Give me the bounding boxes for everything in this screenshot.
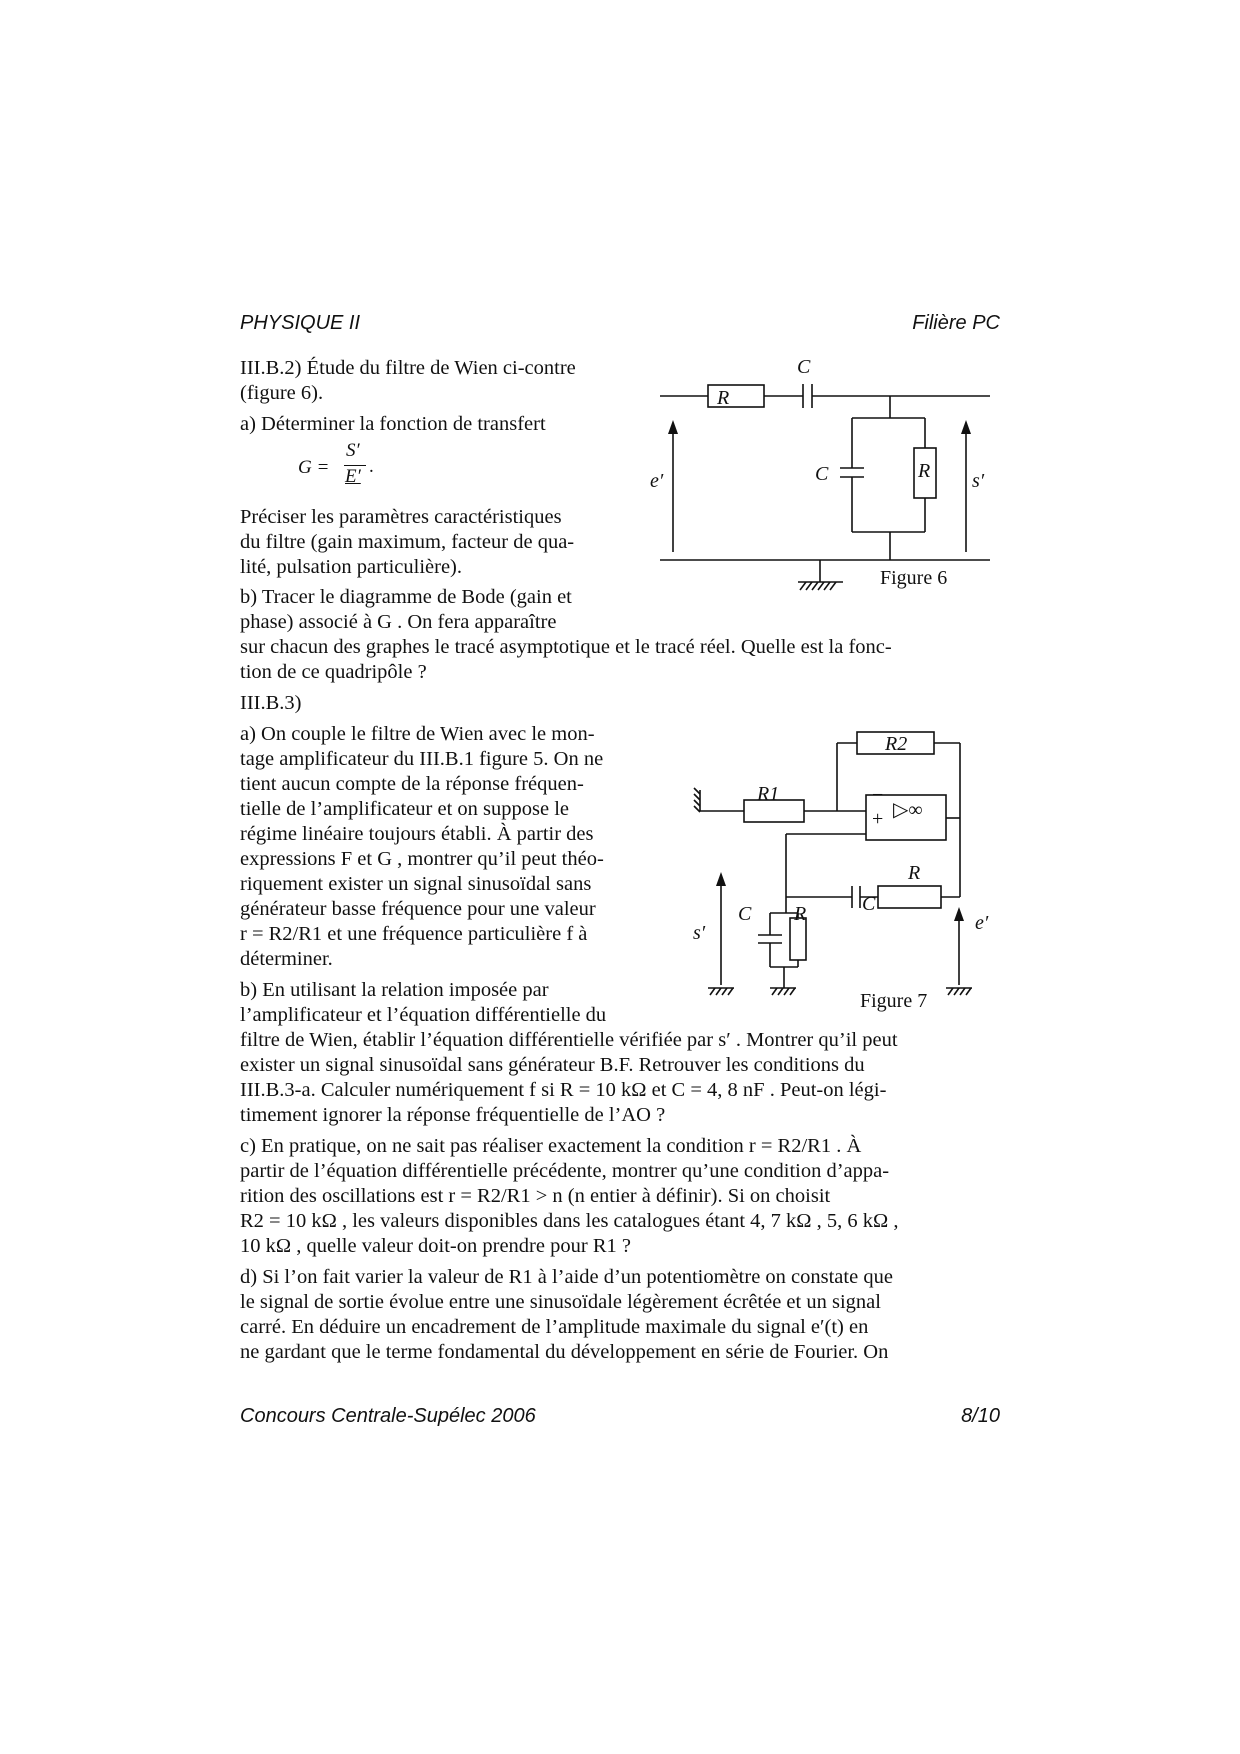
- fig6-label-r-top: R: [717, 387, 730, 409]
- b3-a-line-6: expressions F et G , montrer qu’il peut théo-: [240, 848, 604, 870]
- fig7-label-amp: ▷∞: [893, 799, 923, 821]
- fig7-label-c-series: C: [862, 893, 876, 915]
- b3-c-line-4: R2 = 10 kΩ , les valeurs disponibles dans les catalogues étant 4, 7 kΩ , 5, 6 kΩ ,: [240, 1210, 899, 1232]
- figure-7-caption: Figure 7: [860, 990, 928, 1012]
- fig7-label-e-prime: e′: [975, 912, 989, 934]
- b2-line-3: a) Déterminer la fonction de transfert: [240, 413, 546, 435]
- b3-a-line-10: déterminer.: [240, 948, 333, 970]
- b3-d-line-3: carré. En déduire un encadrement de l’amplitude maximale du signal e′(t) en: [240, 1316, 869, 1338]
- fig7-label-r2: R2: [885, 733, 908, 755]
- fig6-label-s-prime: s′: [972, 470, 985, 492]
- fig6-label-e-prime: e′: [650, 470, 664, 492]
- b2-b-line-4: tion de ce quadripôle ?: [240, 661, 427, 683]
- b3-a-line-9: r = R2/R1 et une fréquence particulière f à: [240, 923, 588, 945]
- b3-c-line-5: 10 kΩ , quelle valeur doit-on prendre pour R1 ?: [240, 1235, 631, 1257]
- b3-c-line-3: rition des oscillations est r = R2/R1 > n (n entier à définir). Si on choisit: [240, 1185, 831, 1207]
- b3-b-line-3: filtre de Wien, établir l’équation différentielle vérifiée par s′ . Montrer qu’il peut: [240, 1029, 898, 1051]
- b3-b-line-2: l’amplificateur et l’équation différentielle du: [240, 1004, 607, 1026]
- b3-a-line-3: tient aucun compte de la réponse fréquen-: [240, 773, 584, 795]
- b2-line-2: (figure 6).: [240, 382, 324, 404]
- b3-a-line-5: régime linéaire toujours établi. À partir des: [240, 823, 594, 845]
- footer-right: 8/10: [961, 1405, 1000, 1427]
- b3-b-line-5: III.B.3-a. Calculer numériquement f si R = 10 kΩ et C = 4, 8 nF . Peut-on légi-: [240, 1079, 887, 1101]
- b3-title: III.B.3): [240, 692, 302, 714]
- figure-7-circuit: [680, 730, 990, 1000]
- fig7-label-r1: R1: [757, 783, 780, 805]
- b2-b-line-3: sur chacun des graphes le tracé asymptotique et le tracé réel. Quelle est la fonc-: [240, 636, 892, 658]
- b3-d-line-4: ne gardant que le terme fondamental du développement en série de Fourier. On: [240, 1341, 889, 1363]
- b3-a-line-8: générateur basse fréquence pour une valeur: [240, 898, 596, 920]
- fig6-label-c-parallel: C: [815, 463, 829, 485]
- b2-line-1: III.B.2) Étude du filtre de Wien ci-contre: [240, 357, 576, 379]
- b3-d-line-1: d) Si l’on fait varier la valeur de R1 à l’aide d’un potentiomètre on constate que: [240, 1266, 893, 1288]
- resistor-r-series: [878, 886, 941, 908]
- formula-lhs: G =: [298, 457, 330, 478]
- fig7-label-plus: +: [872, 808, 884, 830]
- b3-a-line-7: riquement exister un signal sinusoïdal sans: [240, 873, 592, 895]
- b3-a-line-2: tage amplificateur du III.B.1 figure 5. On ne: [240, 748, 604, 770]
- fig6-label-c-top: C: [797, 356, 811, 378]
- b3-a-line-4: tielle de l’amplificateur et on suppose le: [240, 798, 570, 820]
- b3-b-line-6: timement ignorer la réponse fréquentielle de l’AO ?: [240, 1104, 666, 1126]
- fig7-label-minus: −: [872, 784, 884, 806]
- figure-6-caption: Figure 6: [880, 567, 948, 589]
- formula-numerator: S′: [346, 440, 360, 461]
- b3-b-line-1: b) En utilisant la relation imposée par: [240, 979, 549, 1001]
- b2-para-2: du filtre (gain maximum, facteur de qua-: [240, 531, 575, 553]
- b2-para-3: lité, pulsation particulière).: [240, 556, 463, 578]
- b2-para-1: Préciser les paramètres caractéristiques: [240, 506, 562, 528]
- header-left: PHYSIQUE II: [240, 312, 361, 334]
- footer-left: Concours Centrale-Supélec 2006: [240, 1405, 536, 1427]
- fig7-label-r-series: R: [908, 862, 921, 884]
- b2-b-line-1: b) Tracer le diagramme de Bode (gain et: [240, 586, 572, 608]
- b3-a-line-1: a) On couple le filtre de Wien avec le mon-: [240, 723, 595, 745]
- b3-c-line-2: partir de l’équation différentielle précédente, montrer qu’une condition d’appa-: [240, 1160, 890, 1182]
- transfer-function-formula: G = S′ E′ .: [298, 440, 374, 487]
- fig6-label-r-parallel: R: [918, 460, 931, 482]
- fig7-label-r-parallel: R: [794, 903, 807, 925]
- header-right: Filière PC: [912, 312, 1000, 334]
- b3-b-line-4: exister un signal sinusoïdal sans générateur B.F. Retrouver les conditions du: [240, 1054, 865, 1076]
- b3-d-line-2: le signal de sortie évolue entre une sinusoïdale légèrement écrêtée et un signal: [240, 1291, 881, 1313]
- formula-denominator: E′: [345, 466, 361, 487]
- fig7-label-c-parallel: C: [738, 903, 752, 925]
- fig7-label-s-prime: s′: [693, 922, 706, 944]
- b3-c-line-1: c) En pratique, on ne sait pas réaliser exactement la condition r = R2/R1 . À: [240, 1135, 862, 1157]
- b2-b-line-2: phase) associé à G . On fera apparaître: [240, 611, 557, 633]
